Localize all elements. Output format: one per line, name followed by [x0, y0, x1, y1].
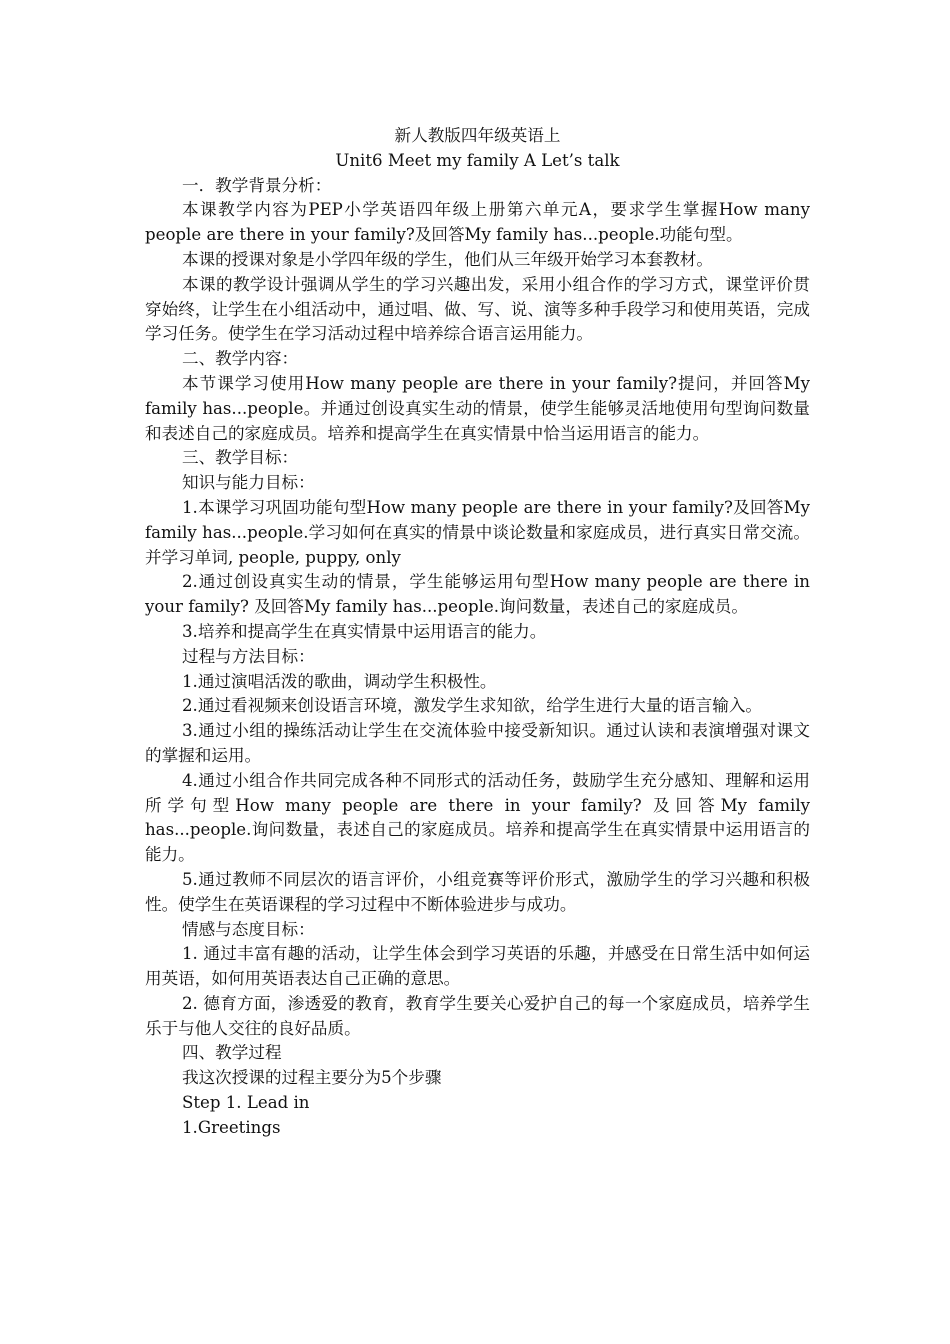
document-subtitle: Unit6 Meet my family A Let’s talk	[335, 150, 620, 170]
paragraph: 本节课学习使用How many people are there in your family?提问，并回答My family has...people。并通过创设真实生动的情景，使学生能够灵活地使用句型询问数量和表述自己的家庭成员。培养和提高学生在真实情景中恰当运用语言的能力。	[145, 373, 810, 443]
paragraph: 3.通过小组的操练活动让学生在交流体验中接受新知识。通过认读和表演增强对课文的掌握和运用。	[145, 721, 810, 765]
paragraph: 四、教学过程	[182, 1043, 282, 1063]
paragraph: 知识与能力目标：	[182, 473, 315, 493]
paragraph: 4.通过小组合作共同完成各种不同形式的活动任务，鼓励学生充分感知、理解和运用所学句型How many people are there in your family? 及回答My family has...people.询问数量，表述自己的家庭成员。培养和提高学生在真实情景中运用语言的能力。	[145, 770, 810, 865]
paragraph: 一．教学背景分析：	[182, 175, 332, 195]
paragraph: 本课的授课对象是小学四年级的学生，他们从三年级开始学习本套教材。	[182, 249, 713, 269]
document-title: 新人教版四年级英语上	[394, 126, 561, 145]
paragraph: 三、教学目标：	[182, 448, 299, 468]
paragraph: 二、教学内容：	[182, 349, 299, 369]
paragraph: 情感与态度目标：	[182, 919, 315, 939]
paragraph: 本课教学内容为PEP小学英语四年级上册第六单元A，要求学生掌握How many people are there in your family?及回答My family has...people.功能句型。	[145, 200, 810, 245]
paragraph: 1.通过演唱活泼的歌曲，调动学生积极性。	[182, 671, 497, 691]
paragraph: 我这次授课的过程主要分为5个步骤	[182, 1068, 442, 1088]
paragraph: 1.Greetings	[182, 1117, 281, 1137]
paragraph: 5.通过教师不同层次的语言评价，小组竞赛等评价形式，激励学生的学习兴趣和积极性。使学生在英语课程的学习过程中不断体验进步与成功。	[145, 869, 810, 914]
paragraph: 2. 德育方面，渗透爱的教育，教育学生要关心爱护自己的每一个家庭成员，培养学生乐于与他人交往的良好品质。	[145, 993, 810, 1038]
paragraph: 1.本课学习巩固功能句型How many people are there in your family?及回答My family has...people.学习如何在真实的情景中谈论数量和家庭成员，进行真实日常交流。并学习单词, people, puppy, only	[145, 497, 810, 567]
paragraph: 2.通过创设真实生动的情景，学生能够运用句型How many people are there in your family? 及回答My family has...people.询问数量，表述自己的家庭成员。	[145, 572, 810, 617]
paragraph: Step 1. Lead in	[182, 1093, 310, 1113]
paragraph: 2.通过看视频来创设语言环境，激发学生求知欲，给学生进行大量的语言输入。	[182, 696, 763, 716]
paragraph: 1. 通过丰富有趣的活动，让学生体会到学习英语的乐趣，并感受在日常生活中如何运用英语，如何用英语表达自己正确的意思。	[145, 944, 810, 989]
paragraph: 3.培养和提高学生在真实情景中运用语言的能力。	[182, 621, 547, 641]
document-body	[145, 124, 810, 1141]
paragraph: 本课的教学设计强调从学生的学习兴趣出发，采用小组合作的学习方式，课堂评价贯穿始终，让学生在小组活动中，通过唱、做、写、说、演等多种手段学习和使用英语，完成学习任务。使学生在学习活动过程中培养综合语言运用能力。	[145, 274, 810, 344]
paragraph-list	[145, 174, 810, 1141]
paragraph: 过程与方法目标：	[182, 646, 315, 666]
